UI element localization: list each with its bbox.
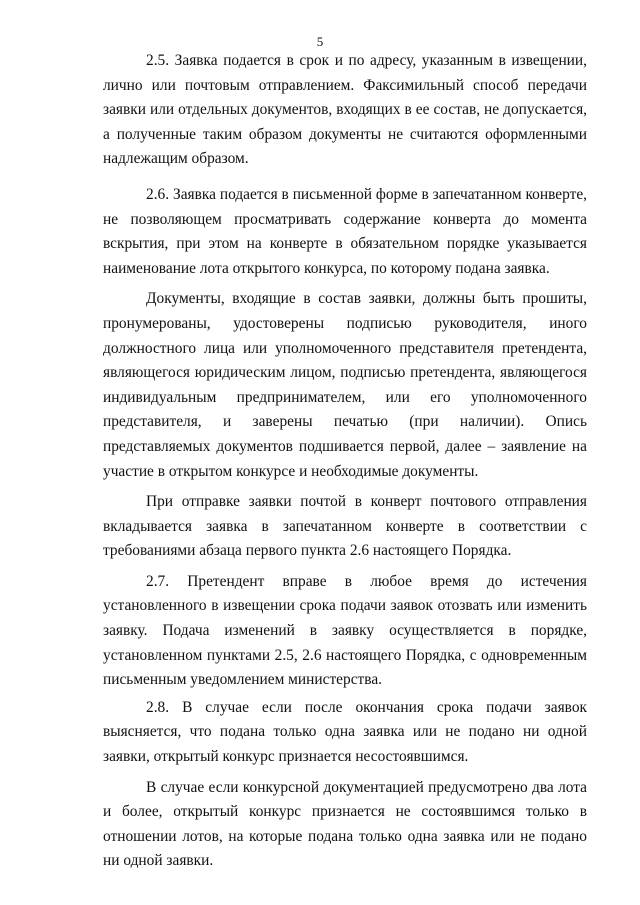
paragraph-documents: Документы, входящие в состав заявки, должны быть прошиты, пронумерованы, удостоверены подписью руководителя, иного должностного лица или уполномоченного представителя претендента, являющегося юридическим лицом, подписью претендента, являющегося индивидуальным предпринимателем, или его уполномоченного представителя, и заверены печатью (при наличии). Опись представляемых документов подшивается первой, далее – заявление на участие в открытом конкурсе и необходимые документы. xyxy=(103,290,587,480)
paragraph-multiple-lots: В случае если конкурсной документацией предусмотрено два лота и более, открытый конкурс признается не состоявшимся только в отношении лотов, на которые подана только одна заявка или не подано ни одной заявки. xyxy=(103,778,587,870)
page-number: 5 xyxy=(316,34,324,49)
paragraph-2-6: 2.6. Заявка подается в письменной форме в запечатанном конверте, не позволяющем просматривать содержание конверта до момента вскрытия, при этом на конверте в обязательном порядке указывается наименование лота открытого конкурса, по которому подана заявка. xyxy=(103,185,587,277)
paragraph-postal-submission: При отправке заявки почтой в конверт почтового отправления вкладывается заявка в запечатанном конверте в соответствии с требованиями абзаца первого пункта 2.6 настоящего Порядка. xyxy=(103,493,587,560)
paragraph-2-8: 2.8. В случае если после окончания срока подачи заявок выясняется, что подана только одна заявка или не подано ни одной заявки, открытый конкурс признается несостоявшимся. xyxy=(103,698,587,766)
document-body xyxy=(103,49,587,874)
paragraph-2-7: 2.7. Претендент вправе в любое время до истечения установленного в извещении срока подачи заявок отозвать или изменить заявку. Подача изменений в заявку осуществляется в порядке, установленном пунктами 2.5, 2.6 настоящего Порядка, с одновременным письменным уведомлением министерства. xyxy=(103,572,587,689)
paragraph-2-5: 2.5. Заявка подается в срок и по адресу, указанным в извещении, лично или почтовым отправлением. Факсимильный способ передачи заявки или отдельных документов, входящих в ее состав, не допускается, а полученные таким образом документы не считаются оформленными надлежащим образом. xyxy=(103,52,587,168)
